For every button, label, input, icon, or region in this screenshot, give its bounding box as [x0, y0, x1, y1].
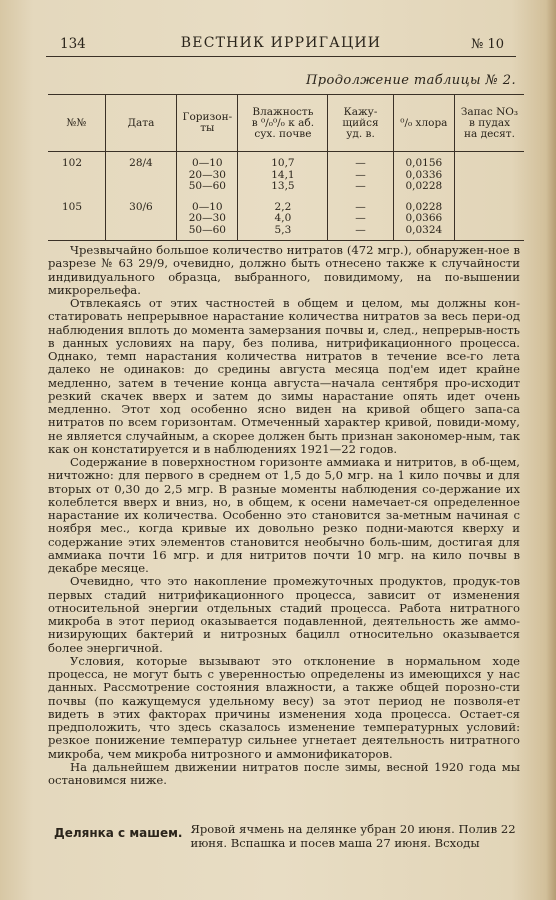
horizon-value: 0—10 [192, 200, 223, 213]
col-header-density: Кажу- щийся уд. в. [328, 95, 393, 152]
page-header [46, 34, 516, 57]
cell-moisture [238, 193, 328, 241]
moisture-value: 2,2 [274, 200, 292, 213]
cell-chlorine [393, 152, 454, 193]
page-edge-shadow [546, 0, 556, 900]
paragraph: Отвлекаясь от этих частностей в общем и целом, мы должны кон-статировать непрерывное нарастание количества нитратов за весь пери-од наблюдения вплоть до момента замерзания почвы и, след., непрерыв-ность в данных условиях на пару, без полива, нитрификационного процесса. Однако, темп нарастания количества нитратов в течение все-го лета далеко не одинаков: до средины августа месяца под'ем идет крайне медленно, затем в течение конца августа—начала сентября про-исходит резкий скачек вверх и затем до зимы нарастание опять идет очень медленно. Этот ход особенно ясно виден на кривой общего запа-са нитратов по всем горизонтам. Отмеченный характер кривой, повиди-мому, не является случайным, а скорее должен быть признан закономер-ным, так как он констатируется и в наблюдениях 1921—22 годов. [48, 296, 520, 456]
plot-section [54, 822, 522, 850]
paragraph: Чрезвычайно большое количество нитратов (472 мгр.), обнаружен-ное в разрезе № 63 29/9, очевидно, должно быть отнесено также к случайности индивидуального образца, выбранного, повидимому, на по-вышении микрорельефа. [48, 243, 520, 297]
cell-no3 [454, 152, 524, 193]
cell-density [328, 152, 393, 193]
table-header-row [48, 95, 524, 152]
density-value: — [355, 180, 366, 192]
plot-heading: Делянка с машем. [54, 826, 183, 840]
cell-horizons [177, 152, 238, 193]
col-header-chlorine: ⁰/₀ хлора [393, 95, 454, 152]
horizon-value: 20—30 [188, 168, 226, 181]
col-header-no3: Запас NO₃ в пудах на десят. [454, 95, 524, 152]
issue-number: № 10 [471, 37, 504, 52]
cell-chlorine [393, 193, 454, 241]
density-value: — [355, 157, 366, 169]
chlorine-value: 0,0228 [405, 200, 443, 213]
chlorine-value: 0,0324 [405, 223, 443, 236]
body-text [48, 244, 520, 787]
plot-text: Яровой ячмень на делянке убран 20 июня. Полив 22 июня. Вспашка и посев маша 27 июня. Всходы [190, 822, 516, 850]
paragraph: На дальнейшем движении нитратов после зимы, весной 1920 года мы остановимся ниже. [48, 759, 520, 787]
cell-density [328, 193, 393, 241]
cell-moisture [238, 152, 328, 193]
density-value: — [355, 168, 366, 181]
cell-no3 [454, 193, 524, 241]
density-value: — [355, 212, 366, 224]
cell-date: 30/6 [105, 193, 177, 241]
cell-date: 28/4 [105, 152, 177, 193]
horizon-value: 50—60 [188, 223, 226, 236]
table-continuation-caption: Продолжение таблицы № 2. [306, 73, 516, 88]
col-header-date: Дата [105, 95, 177, 152]
col-header-horizons: Горизон- ты [177, 95, 238, 152]
page-number: 134 [60, 36, 86, 52]
paragraph: Условия, которые вызывают это отклонение в нормальном ходе процесса, не могут быть с уверенностью определены из имеющихся у нас данных. Рассмотрение состояния влажности, а также общей порозно-сти почвы (по кажущемуся удельному весу) за этот период не позволя-ет видеть в этих факторах причины изменения хода процесса. Остает-ся предположить, что здесь сказалось изменение температурных условий: резкое понижение температур сильнее угнетает деятельность нитратного микроба, чем микроба нитрозного и аммонификаторов. [48, 653, 520, 761]
table-row [48, 193, 524, 241]
moisture-value: 13,5 [271, 180, 295, 192]
chlorine-value: 0,0336 [405, 168, 443, 181]
table-row [48, 152, 524, 193]
horizon-value: 50—60 [188, 180, 226, 192]
cell-id: 105 [48, 193, 105, 241]
density-value: — [355, 200, 366, 213]
data-table [48, 94, 524, 241]
moisture-value: 4,0 [274, 212, 292, 224]
moisture-value: 5,3 [274, 223, 292, 236]
chlorine-value: 0,0228 [405, 180, 443, 192]
cell-horizons [177, 193, 238, 241]
paragraph: Очевидно, что это накопление промежуточных продуктов, продук-тов первых стадий нитрификационного процесса, зависит от изменения относительной энергии отдельных стадий процесса. Работа нитратного микроба в этот период оказывается подавленной, деятельность же аммо-низирующих бактерий и нитрозных бацилл относительно оказывается более энергичной. [48, 574, 520, 655]
density-value: — [355, 223, 366, 236]
chlorine-value: 0,0156 [405, 157, 443, 169]
cell-id: 102 [62, 157, 83, 169]
horizon-value: 0—10 [192, 157, 223, 169]
col-header-moisture: Влажность в ⁰/₀⁰/₀ к аб. сух. почве [238, 95, 328, 152]
chlorine-value: 0,0366 [405, 212, 443, 224]
horizon-value: 20—30 [188, 212, 226, 224]
moisture-value: 10,7 [271, 157, 295, 169]
paragraph: Содержание в поверхностном горизонте аммиака и нитритов, в об-щем, ничтожно: для первого в среднем от 1,5 до 5,0 мгр. на 1 кило почвы и для вторых от 0,30 до 2,5 мгр. В разные моменты наблюдения со-держание их колеблется вверх и вниз, но, в общем, к осени намечает-ся определенное нарастание их количества. Особенно это становится за-метным начиная с ноября мес., когда кривые их довольно резко подни-маются кверху и содержание этих элементов становится необычно боль-шим, достигая для аммиака почти 16 мгр. и для нитритов почти 10 мгр. на кило почвы в декабре месяце. [48, 455, 520, 575]
col-header-number: №№ [48, 95, 105, 152]
moisture-value: 14,1 [271, 168, 295, 181]
journal-title: ВЕСТНИК ИРРИГАЦИИ [180, 35, 382, 51]
